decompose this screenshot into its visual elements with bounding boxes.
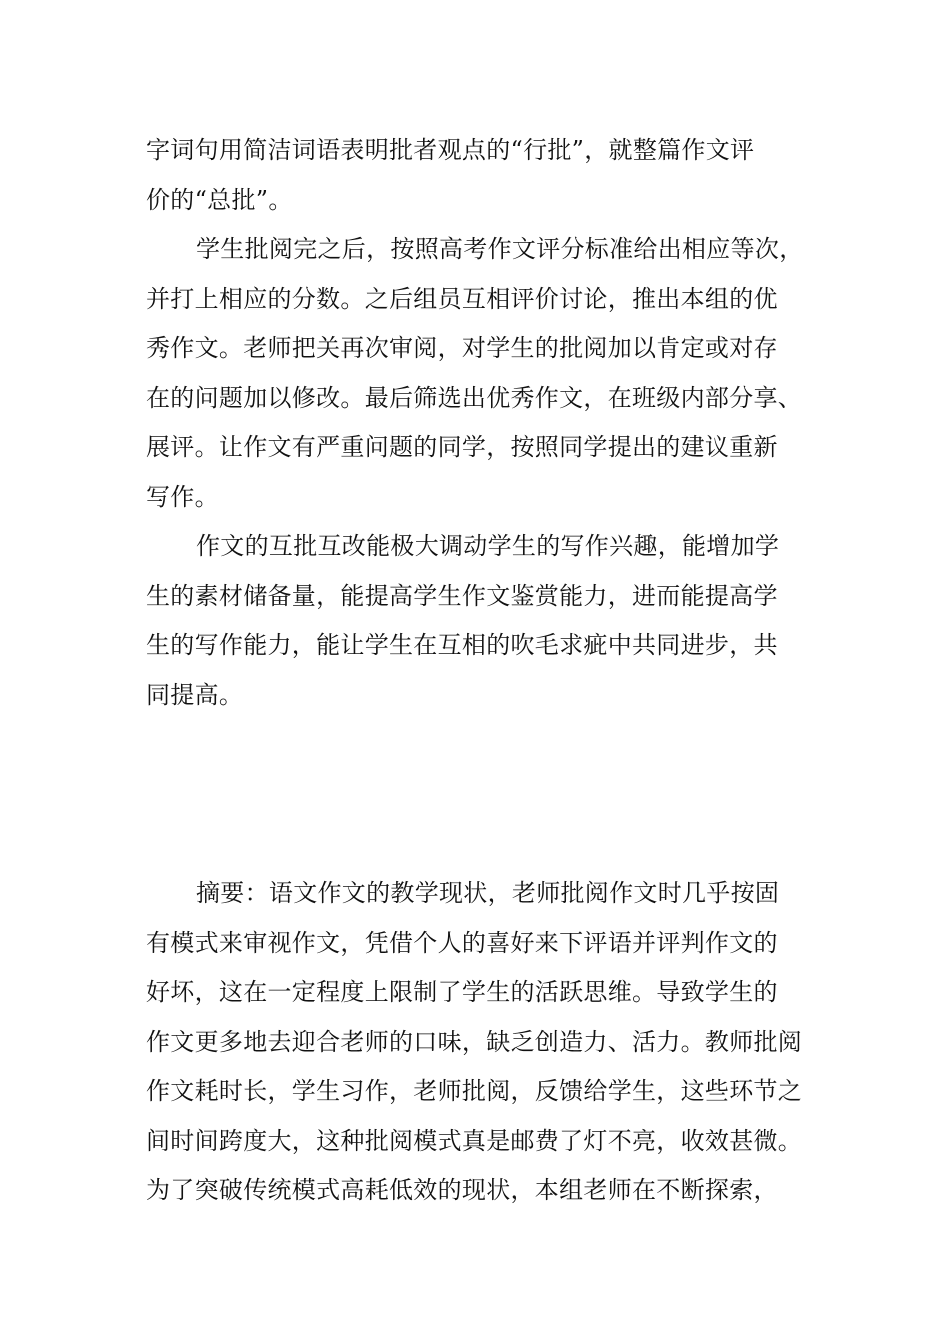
- paragraph-line: 生的写作能力，能让学生在互相的吹毛求疵中共同进步，共: [146, 631, 778, 659]
- paragraph-line: 秀作文。老师把关再次审阅，对学生的批阅加以肯定或对存: [146, 334, 778, 362]
- paragraph-line: 作文的互批互改能极大调动学生的写作兴趣，能增加学: [196, 532, 780, 560]
- paragraph-line: 同提高。: [146, 681, 244, 709]
- paragraph-line: 在的问题加以修改。最后筛选出优秀作文，在班级内部分享、: [146, 384, 803, 412]
- paragraph-line: 写作。: [146, 483, 219, 511]
- paragraph-line: 间时间跨度大，这种批阅模式真是邮费了灯不亮，收效甚微。: [146, 1127, 803, 1155]
- paragraph-line: 价的“总批”。: [146, 186, 293, 214]
- paragraph-line: 有模式来审视作文，凭借个人的喜好来下评语并评判作文的: [146, 929, 778, 957]
- paragraph-line: 生的素材储备量，能提高学生作文鉴赏能力，进而能提高学: [146, 582, 778, 610]
- paragraph-line: 字词句用简洁词语表明批者观点的“行批”，就整篇作文评: [146, 136, 755, 164]
- paragraph-line: 摘要：语文作文的教学现状，老师批阅作文时几乎按固: [196, 879, 780, 907]
- paragraph-line: 学生批阅完之后，按照高考作文评分标准给出相应等次，: [196, 235, 804, 263]
- paragraph-line: 并打上相应的分数。之后组员互相评价讨论，推出本组的优: [146, 285, 778, 313]
- paragraph-line: 展评。让作文有严重问题的同学，按照同学提出的建议重新: [146, 433, 778, 461]
- paragraph-line: 好坏，这在一定程度上限制了学生的活跃思维。导致学生的: [146, 978, 778, 1006]
- paragraph-line: 为了突破传统模式高耗低效的现状，本组老师在不断探索，: [146, 1176, 778, 1204]
- paragraph-line: 作文更多地去迎合老师的口味，缺乏创造力、活力。教师批阅: [146, 1028, 803, 1056]
- paragraph-line: 作文耗时长，学生习作，老师批阅，反馈给学生，这些环节之: [146, 1077, 803, 1105]
